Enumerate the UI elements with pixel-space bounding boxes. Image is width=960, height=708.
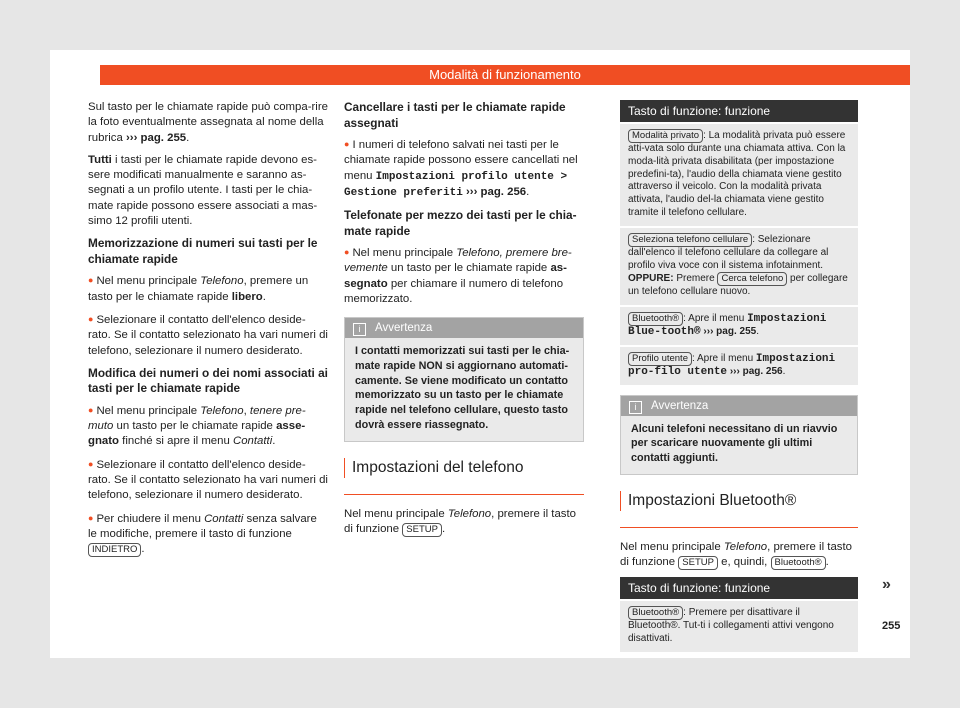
function-row: Modalità privato : La modalità privata può essere atti-vata solo durante una chiamata attiva. Con la moda-lità privata disabilitata (per impostazione predefini-ta), l'audio della chiamata viene gestito attraverso il veicolo. Con la modalità privata attivata, l'audio del-la chiamata viene gestito tramite il telefono cellulare. <box>620 124 858 226</box>
function-row: Bluetooth® : Premere per disattivare il Bluetooth®. Tut-ti i collegamenti attivi vengono disattivati. <box>620 601 858 652</box>
section-divider <box>620 491 858 528</box>
page-reference[interactable]: ››› pag. 256 <box>729 365 783 377</box>
bullet-item: ● Nel menu principale Telefono, premere bre-vemente un tasto per le chiamate rapide as-segnato per chiamare il numero di telefono memorizzato. <box>344 247 572 306</box>
function-table-header: Tasto di funzione: funzione <box>620 577 858 599</box>
setup-key: SETUP <box>678 556 718 570</box>
function-table <box>620 577 858 652</box>
page-reference[interactable]: ››› pag. 255 <box>125 131 187 144</box>
manual-page <box>50 50 910 658</box>
setup-key: SETUP <box>402 523 442 537</box>
page-header: Modalità di funzionamento <box>100 65 910 85</box>
warning-header: i Avvertenza <box>621 396 857 416</box>
warning-box <box>620 395 858 475</box>
bullet-item: ● Selezionare il contatto dell'elenco deside-rato. Se il contatto selezionato ha vari numeri di telefono, selezionare il numero desiderato. <box>88 458 328 502</box>
menu-path: Impostazioni Blue-tooth® <box>628 313 827 339</box>
function-table <box>620 100 858 385</box>
private-mode-key: Modalità privato <box>628 129 703 143</box>
warning-body: I contatti memorizzati sui tasti per le chia-mate rapide NON si aggiornano automati-camente. Se viene modificato un contatto memorizzato su un tasto per le chiamate rapide nel telefono cellulare, questo tasto dovrà essere riassegnato. <box>345 338 583 440</box>
bullet-icon: ● <box>88 313 94 324</box>
section-title-bluetooth: Impostazioni Bluetooth® <box>620 491 858 511</box>
bullet-icon: ● <box>344 247 350 258</box>
bullet-icon: ● <box>88 404 94 415</box>
continue-arrow-icon: » <box>882 576 891 593</box>
bullet-icon: ● <box>88 458 94 469</box>
bluetooth-key: Bluetooth® <box>628 606 683 620</box>
paragraph-speed-dial-profiles: Tutti i tasti per le chiamate rapide devono es-sere modificati manualmente e saranno as-segnati a un profilo utente. I tasti per le chia-mate rapide possono essere associati a mas-simo 12 profili utenti. <box>88 153 318 228</box>
warning-header: i Avvertenza <box>345 318 583 338</box>
column-1 <box>88 100 328 565</box>
bluetooth-key: Bluetooth® <box>628 312 683 326</box>
section-title-phone-settings: Impostazioni del telefono <box>344 458 584 478</box>
back-key: INDIETRO <box>88 543 141 557</box>
heading-store-numbers: Memorizzazione di numeri sui tasti per le chiamate rapide <box>88 236 318 266</box>
search-phone-key: Cerca telefono <box>717 272 787 286</box>
bullet-item: ● Nel menu principale Telefono, tenere pre-muto un tasto per le chiamate rapide asse-gnato finché si apre il menu Contatti. <box>88 404 306 448</box>
select-phone-key: Seleziona telefono cellulare <box>628 233 752 247</box>
heading-modify-numbers: Modifica dei numeri o dei nomi associati ai tasti per le chiamate rapide <box>88 365 328 396</box>
info-icon: i <box>353 323 366 336</box>
info-icon: i <box>629 401 642 414</box>
menu-path: Impostazioni pro-filo utente <box>628 352 836 378</box>
bullet-item: ● Selezionare il contatto dell'elenco deside-rato. Se il contatto selezionato ha vari numeri di telefono, selezionare il numero desiderato. <box>88 313 328 357</box>
menu-path: Impostazioni profilo utente > Gestione preferiti <box>344 170 568 199</box>
page-reference[interactable]: ››› pag. 255 <box>703 326 757 338</box>
function-row: Bluetooth® : Apre il menu Impostazioni Blue-tooth® ››› pag. 255. <box>620 307 858 345</box>
column-2 <box>344 100 584 544</box>
heading-speed-dial-calls: Telefonate per mezzo dei tasti per le chia-mate rapide <box>344 208 577 238</box>
column-3 <box>620 100 858 662</box>
bullet-item: ● Per chiudere il menu Contatti senza salvare le modifiche, premere il tasto di funzione INDIETRO . <box>88 512 317 556</box>
warning-box <box>344 317 584 441</box>
bullet-item: ● Nel menu principale Telefono, premere un tasto per le chiamate rapide libero. <box>88 275 309 303</box>
warning-body: Alcuni telefoni necessitano di un riavvio per scaricare nuovamente gli ultimi contatti aggiunti. <box>621 416 857 474</box>
bullet-icon: ● <box>88 512 94 523</box>
paragraph-speed-dial-photo: Sul tasto per le chiamate rapide può compa-rire la foto eventualmente assegnata al nome della rubrica ››› pag. 255. <box>88 101 328 144</box>
function-row: Seleziona telefono cellulare : Selezionare dall'elenco il telefono cellulare da collegare al profilo viva voce con il sistema infotainment. OPPURE: Premere Cerca telefono per collegare un telefono cellulare nuovo. <box>620 228 858 305</box>
bullet-icon: ● <box>344 139 350 149</box>
page-number: 255 <box>882 620 901 632</box>
bullet-icon: ● <box>88 275 94 286</box>
heading-delete-speed-dial: Cancellare i tasti per le chiamate rapide assegnati <box>344 100 566 130</box>
function-table-header: Tasto di funzione: funzione <box>620 100 858 122</box>
page-reference[interactable]: ››› pag. 256 <box>466 185 527 198</box>
paragraph-bluetooth-settings: Nel menu principale Telefono, premere il tasto di funzione SETUP e, quindi, Bluetooth® . <box>620 540 852 569</box>
user-profile-key: Profilo utente <box>628 352 692 366</box>
bullet-item: ● I numeri di telefono salvati nei tasti per le chiamate rapide possono essere cancellati nel menu Impostazioni profilo utente > Gestione preferiti ››› pag. 256. <box>344 139 578 199</box>
paragraph-phone-settings: Nel menu principale Telefono, premere il tasto di funzione SETUP . <box>344 507 576 535</box>
function-row: Profilo utente : Apre il menu Impostazioni pro-filo utente ››› pag. 256. <box>620 347 858 385</box>
section-divider <box>344 458 584 495</box>
bluetooth-key: Bluetooth® <box>771 556 826 570</box>
